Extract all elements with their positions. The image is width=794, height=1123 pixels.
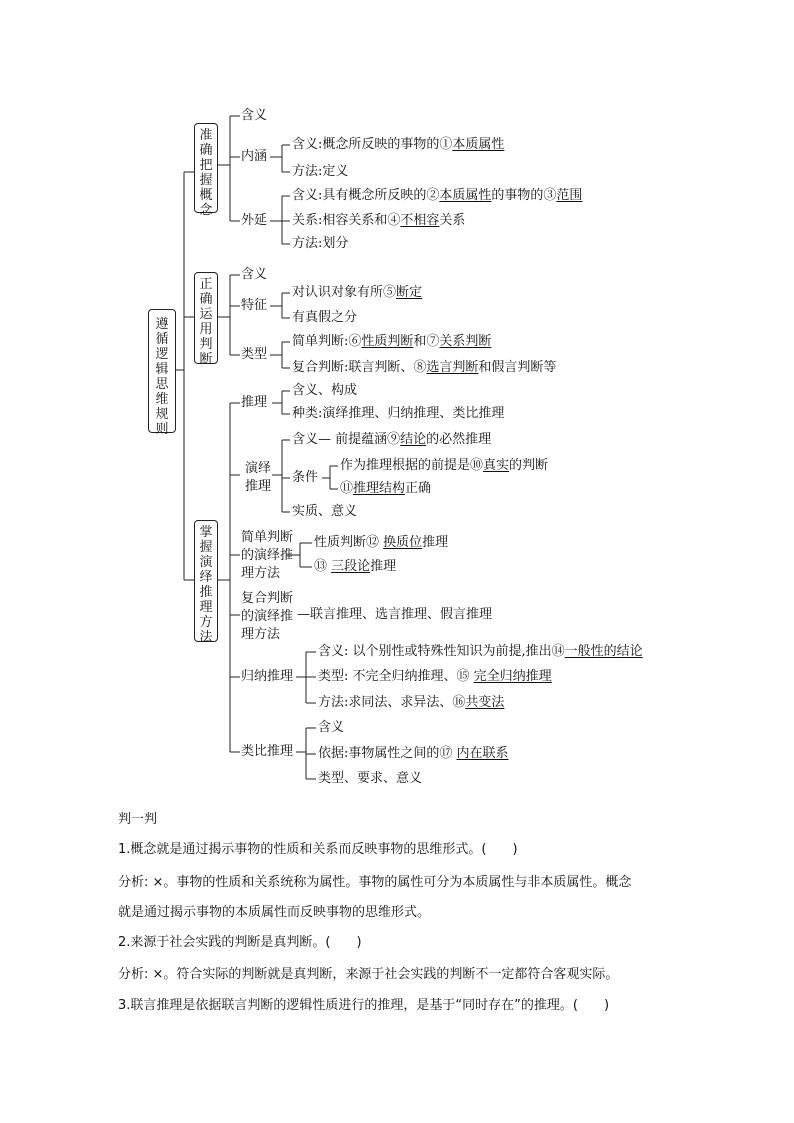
b3-fuhe-line1: —联言推理、选言推理、假言推理 [297,607,493,622]
b2-leixing-label: 类型 [241,347,268,362]
question-3: 3.联言推理是依据联言判断的逻辑性质进行的推理，是基于“同时存在”的推理。( ) [118,998,610,1013]
b3-leibi-line1: 含义 [318,720,345,735]
b2-tezheng-line1: 对认识对象有所⑤断定 [292,285,423,300]
b3-jiandan-line1: 性质判断⑫ 换质位推理 [314,535,449,550]
b3-tuili-line2: 种类:演绎推理、归纳推理、类比推理 [292,406,505,421]
b2-leixing-line2: 复合判断:联言判断、⑧选言判断和假言判断等 [292,360,557,375]
b3-jiandan-label1: 简单判断 [241,530,294,545]
b1-neihan-line1: 含义:概念所反映的事物的①本质属性 [292,137,505,152]
branch1-node [194,123,218,218]
b1-neihan-line2: 方法:定义 [292,164,349,179]
b1-waiyan-line2: 关系:相容关系和④不相容关系 [292,213,466,228]
branch2-title: 正 确 运 用 判 断 [199,277,213,367]
b3-jiandan-label3: 理方法 [241,566,281,581]
b1-neihan-label: 内涵 [241,149,268,164]
b3-jiandan-label2: 的演绎推 [241,548,294,563]
b3-leibi-line3: 类型、要求、意义 [318,771,423,786]
b2-leixing-line1: 简单判断:⑥性质判断和⑦关系判断 [292,334,492,349]
b3-tuili-label: 推理 [241,395,268,410]
b3-yanyi-hanyi: 含义— 前提蕴涵⑨结论的必然推理 [292,432,492,447]
b3-yanyi-cond1: 作为推理根据的前提是⑩真实的判断 [340,458,549,473]
b3-guina-line1: 含义: 以个别性或特殊性知识为前提,推出⑭一般性的结论 [318,644,643,659]
b3-fuhe-label3: 理方法 [241,627,281,642]
branch3-node [194,520,218,645]
b3-fuhe-label1: 复合判断 [241,591,294,606]
b3-yanyi-label1: 演绎 [245,461,272,476]
analysis-1-line2: 就是通过揭示事物的本质属性而反映事物的思维形式。 [118,905,431,920]
b1-waiyan-line3: 方法:划分 [292,236,349,251]
b3-yanyi-tiaojian: 条件 [292,470,319,485]
b3-leibi-line2: 依据:事物属性之间的⑰ 内在联系 [318,746,509,761]
root-node [148,309,176,437]
b3-yanyi-shizhi: 实质、意义 [292,504,358,519]
b3-yanyi-label2: 推理 [245,479,272,494]
b3-jiandan-line2: ⑬ 三段论推理 [314,559,397,574]
b1-waiyan-line1: 含义:具有概念所反映的②本质属性的事物的③范围 [292,188,583,203]
b3-leibi-label: 类比推理 [241,744,294,759]
branch1-title: 准 确 把 握 概 念 [199,128,213,218]
b3-guina-line2: 类型: 不完全归纳推理、⑮ 完全归纳推理 [318,669,552,684]
b3-fuhe-label2: 的演绎推 [241,609,294,624]
b2-tezheng-label: 特征 [241,298,268,313]
b1-hanyi: 含义 [241,108,268,123]
branch2-node [194,272,218,367]
b2-hanyi: 含义 [241,267,268,282]
b1-waiyan-label: 外延 [241,213,268,228]
root-title: 遵 循 逻 辑 思 维 规 则 [155,317,169,437]
analysis-2: 分析: ×。符合实际的判断就是真判断，来源于社会实践的判断不一定都符合客观实际。 [118,967,619,982]
question-1: 1.概念就是通过揭示事物的性质和关系而反映事物的思维形式。( ) [118,842,518,857]
b2-tezheng-line2: 有真假之分 [292,310,358,325]
question-2: 2.来源于社会实践的判断是真判断。( ) [118,935,362,950]
b3-guina-label: 归纳推理 [241,669,294,684]
analysis-1-line1: 分析: ×。事物的性质和关系统称为属性。事物的属性可分为本质属性与非本质属性。概念 [118,875,632,890]
branch3-title: 掌 握 演 绎 推 理 方 法 [199,525,213,645]
b3-yanyi-cond2: ⑪推理结构正确 [340,481,432,496]
b3-guina-line3: 方法:求同法、求异法、⑯共变法 [318,695,505,710]
b3-tuili-line1: 含义、构成 [292,383,358,398]
section-heading: 判一判 [118,812,158,827]
